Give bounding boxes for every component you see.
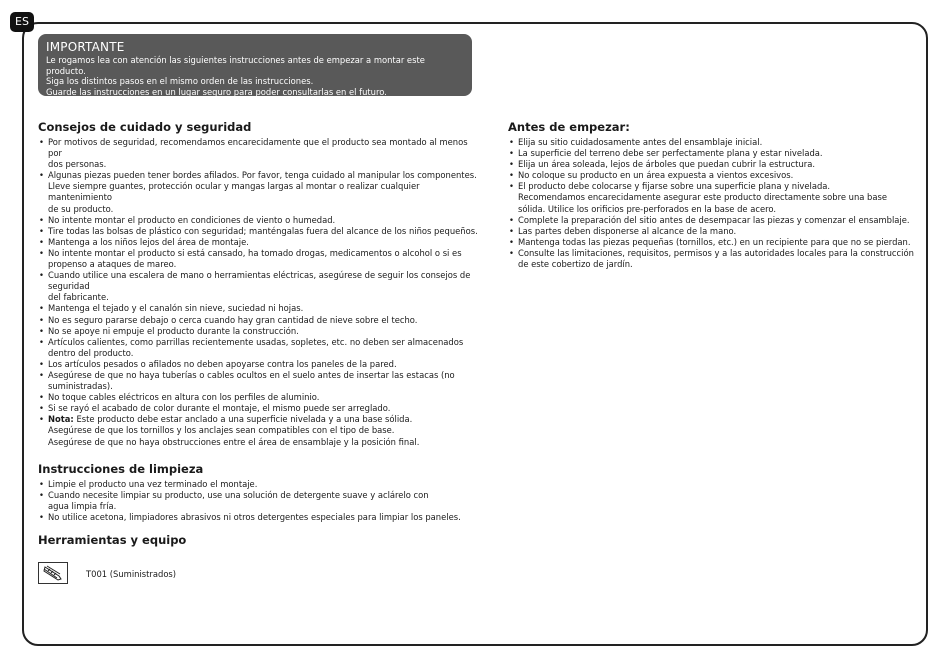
list-item: de su producto. xyxy=(48,203,114,214)
cleaning-heading: Instrucciones de limpieza xyxy=(38,462,204,476)
list-item: • Si se rayó el acabado de color durante el montaje, el mismo puede ser arreglado. xyxy=(38,403,478,414)
list-item: • Mantenga a los niños lejos del área de montaje. xyxy=(38,237,478,248)
list-item: • Mantenga el tejado y el canalón sin nieve, suciedad ni hojas. xyxy=(38,303,478,314)
list-item: Asegúrese de que los tornillos y los anclajes sean compatibles con el tipo de base. xyxy=(48,425,395,436)
cleaning-section xyxy=(38,462,478,523)
list-item: • Limpie el producto una vez terminado el montaje. xyxy=(38,479,478,490)
tools-section xyxy=(38,533,478,547)
list-item: • Tire todas las bolsas de plástico con seguridad; manténgalas fuera del alcance de los niños pequeños. xyxy=(38,226,478,237)
list-item: • No es seguro pararse debajo o cerca cuando hay gran cantidad de nieve sobre el techo. xyxy=(38,315,478,326)
list-item: • Artículos calientes, como parrillas recientemente usadas, sopletes, etc. no deben ser almacenados xyxy=(38,337,478,348)
list-item: • Asegúrese de que no haya tuberías o cables ocultos en el suelo antes de insertar las estacas (no xyxy=(38,370,478,381)
list-item: de este cobertizo de jardín. xyxy=(518,259,633,270)
tool-label: T001 (Suministrados) xyxy=(86,569,177,579)
important-line: Siga los distintos pasos en el mismo orden de las instrucciones. xyxy=(46,76,314,86)
list-item: sólida. Utilice los orificios pre-perforados en la base de acero. xyxy=(518,203,777,214)
list-item: agua limpia fría. xyxy=(48,501,117,512)
list-item: • No utilice acetona, limpiadores abrasivos ni otros detergentes especiales para limpiar los paneles. xyxy=(38,512,478,523)
list-item: propenso a ataques de mareo. xyxy=(48,259,177,270)
list-item: • La superficie del terreno debe ser perfectamente plana y estar nivelada. xyxy=(508,148,918,159)
list-item: del fabricante. xyxy=(48,292,109,303)
safety-list xyxy=(38,137,478,448)
list-item: • Mantenga todas las piezas pequeñas (tornillos, etc.) en un recipiente para que no se pierdan. xyxy=(508,237,918,248)
list-item: • Cuando utilice una escalera de mano o herramientas eléctricas, asegúrese de seguir los consejos de xyxy=(38,270,478,281)
list-item: • Algunas piezas pueden tener bordes afilados. Por favor, tenga cuidado al manipular los componentes. xyxy=(38,170,478,181)
list-item: • Las partes deben disponerse al alcance de la mano. xyxy=(508,226,918,237)
list-item: dentro del producto. xyxy=(48,347,134,358)
before-heading: Antes de empezar: xyxy=(508,120,630,134)
list-item: • Por motivos de seguridad, recomendamos encarecidamente que el producto sea montado al menos por xyxy=(38,137,478,159)
list-item: Lleve siempre guantes, protección ocular y mangas largas al montar o realizar cualquier mantenimiento xyxy=(48,181,420,203)
list-item: • El producto debe colocarse y fijarse sobre una superficie plana y nivelada. xyxy=(508,181,918,192)
important-notice-box xyxy=(38,34,472,96)
list-item: • Elija un área soleada, lejos de árboles que puedan cubrir la estructura. xyxy=(508,159,918,170)
list-item: • No intente montar el producto si está cansado, ha tomado drogas, medicamentos o alcohol o si es xyxy=(38,248,478,259)
list-item: • Nota: Este producto debe estar anclado a una superficie nivelada y a una base sólida. xyxy=(38,414,478,425)
list-item: • Consulte las limitaciones, requisitos, permisos y a las autoridades locales para la construcción xyxy=(508,248,918,259)
safety-heading: Consejos de cuidado y seguridad xyxy=(38,120,252,134)
before-section xyxy=(508,120,918,270)
list-item: Recomendamos encarecidamente asegurar este producto directamente sobre una base xyxy=(518,192,888,203)
note-label: Nota: xyxy=(48,414,74,425)
list-item: • No se apoye ni empuje el producto durante la construcción. xyxy=(38,326,478,337)
cleaning-list xyxy=(38,479,478,523)
list-item: • No intente montar el producto en condiciones de viento o humedad. xyxy=(38,215,478,226)
list-item: • Cuando necesite limpiar su producto, use una solución de detergente suave y aclárelo con xyxy=(38,490,478,501)
list-item: seguridad xyxy=(48,281,90,292)
list-item: • Elija su sitio cuidadosamente antes del ensamblaje inicial. xyxy=(508,137,918,148)
important-line: Guarde las instrucciones en un lugar seguro para poder consultarlas en el futuro. xyxy=(46,86,387,97)
list-item: Asegúrese de que no haya obstrucciones entre el área de ensamblaje y la posición final. xyxy=(48,436,420,447)
list-item: • Complete la preparación del sitio antes de desempacar las piezas y comenzar el ensamblaje. xyxy=(508,215,918,226)
list-item: suministradas). xyxy=(48,381,113,392)
important-title: IMPORTANTE xyxy=(46,40,125,54)
list-item: • No toque cables eléctricos en altura con los perfiles de aluminio. xyxy=(38,392,478,403)
safety-section xyxy=(38,120,478,448)
list-item: • Los artículos pesados o afilados no deben apoyarse contra los paneles de la pared. xyxy=(38,359,478,370)
tools-heading: Herramientas y equipo xyxy=(38,533,187,547)
gloves-icon xyxy=(38,562,68,584)
important-line: Le rogamos lea con atención las siguientes instrucciones antes de empezar a montar este producto. xyxy=(46,55,425,76)
before-list xyxy=(508,137,918,270)
language-badge: ES xyxy=(10,12,34,32)
list-item: • No coloque su producto en un área expuesta a vientos excesivos. xyxy=(508,170,918,181)
list-item: dos personas. xyxy=(48,159,107,170)
